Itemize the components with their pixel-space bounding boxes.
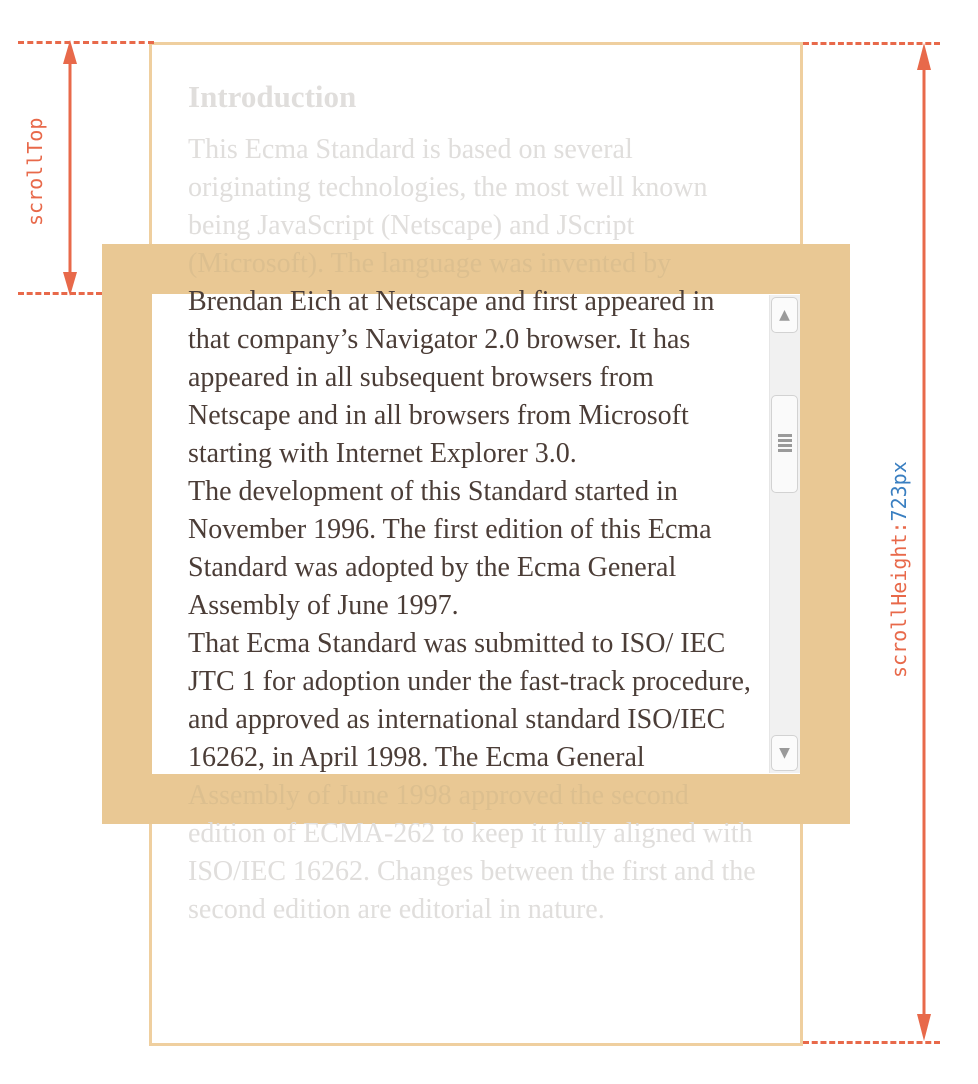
content-heading: Introduction [188,79,357,114]
content-line: starting with Internet Explorer 3.0. [188,438,577,469]
vertical-scrollbar[interactable] [769,295,800,773]
content-line: The development of this Standard started in [188,476,678,507]
content-line: Standard was adopted by the Ecma General [188,552,677,583]
content-line: that company’s Navigator 2.0 browser. It has [188,324,691,355]
scroll-height-name: scrollHeight: [887,521,911,678]
scrollbar-thumb[interactable] [771,395,798,493]
grip-lines-icon [778,434,792,454]
scroll-top-arrow-icon [55,38,85,300]
content-line: November 1996. The first edition of this Ecma [188,514,712,545]
content-line: This Ecma Standard is based on several [188,134,633,165]
scroll-top-dashed-line-top [18,41,154,44]
content-line: edition of ECMA-262 to keep it fully aligned with [188,818,753,849]
content-line: Brendan Eich at Netscape and first appeared in [188,286,715,317]
scroll-up-button[interactable] [771,297,798,333]
triangle-up-icon: ▲ [779,307,790,323]
content-line: originating technologies, the most well known [188,172,708,203]
content-line: Assembly of June 1998 approved the second [188,780,689,811]
scroll-height-arrow-icon [909,40,939,1044]
content-line: being JavaScript (Netscape) and JScript [188,210,635,241]
content-line: second edition are editorial in nature. [188,894,605,925]
content-line: 16262, in April 1998. The Ecma General [188,742,645,773]
content-line: That Ecma Standard was submitted to ISO/ IEC [188,628,726,659]
triangle-down-icon: ▼ [779,745,790,761]
content-line: Assembly of June 1997. [188,590,459,621]
content-line: (Microsoft). The language was invented by [188,248,672,279]
scroll-top-label: scrollTop [23,117,47,226]
content-line: Netscape and in all browsers from Microsoft [188,400,689,431]
scroll-down-button[interactable] [771,735,798,771]
content-line: and approved as international standard ISO/IEC [188,704,726,735]
content-line: ISO/IEC 16262. Changes between the first and the [188,856,756,887]
scroll-height-label [887,461,911,678]
content-line: JTC 1 for adoption under the fast-track procedure, [188,666,751,697]
content-line: appeared in all subsequent browsers from [188,362,654,393]
scroll-height-value: 723px [887,461,911,522]
